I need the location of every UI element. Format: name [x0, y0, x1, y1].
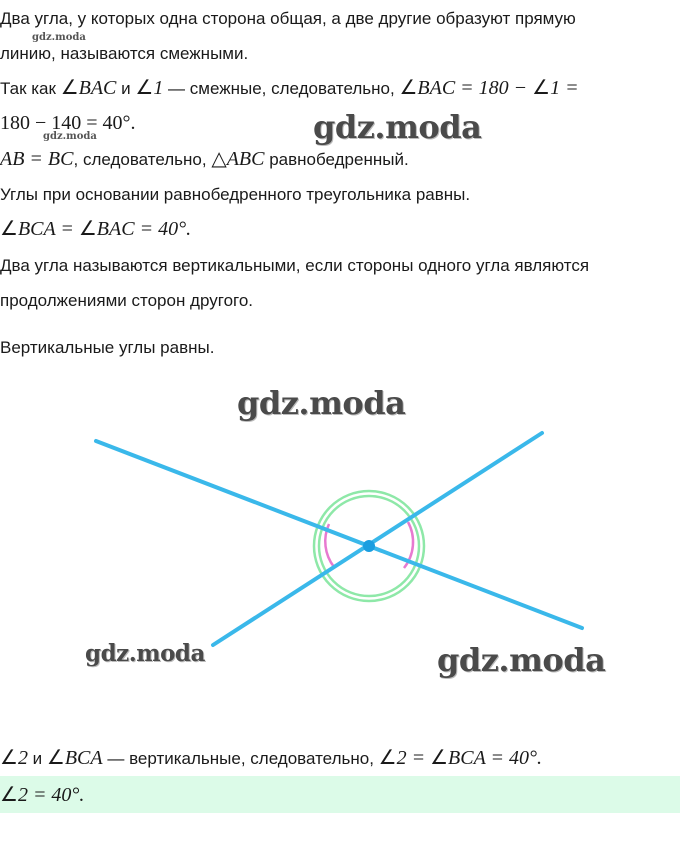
text: равнобедренный. — [269, 150, 409, 169]
statement-base-angles: Углы при основании равнобедренного треугольника равны. — [0, 185, 471, 204]
line-2 — [213, 433, 542, 645]
watermark: gdz.moda — [313, 108, 482, 146]
math-bca-equals-bac: ∠BCA = ∠BAC = 40°. — [0, 218, 192, 240]
definition-vertical-line2: продолжениями сторон другого. — [0, 291, 254, 310]
definition-vertical-line1: Два угла называются вертикальными, если стороны одного угла являются — [0, 256, 590, 275]
watermark: gdz.moda — [237, 384, 406, 422]
math-angle-1: ∠1 — [135, 77, 164, 99]
definition-adjacent-line2: линию, называются смежными. — [0, 44, 249, 63]
math-angle-bac: ∠BAC — [60, 77, 117, 99]
text: и — [32, 749, 43, 768]
math-ab-bc: AB = BC — [0, 148, 74, 170]
text: и — [121, 79, 131, 98]
statement-vertical-equal: Вертикальные углы равны. — [0, 338, 215, 357]
watermark: gdz.moda — [43, 131, 97, 142]
watermark: gdz.moda — [437, 641, 606, 679]
math-equation: ∠2 = ∠BCA = 40°. — [378, 747, 542, 769]
math-angle-bca: ∠BCA — [46, 747, 103, 769]
definition-adjacent-line1: Два угла, у которых одна сторона общая, а две другие образуют прямую — [0, 9, 576, 28]
conclusion — [0, 747, 542, 770]
math-angle-2: ∠2 — [0, 747, 28, 769]
text: — смежные, следовательно, — [168, 79, 395, 98]
watermark: gdz.moda — [32, 32, 86, 43]
answer: ∠2 = 40°. — [0, 784, 85, 806]
watermark: gdz.moda — [85, 640, 205, 667]
text: — вертикальные, следовательно, — [107, 749, 374, 768]
text: , следовательно, — [73, 150, 207, 169]
line-1 — [96, 441, 582, 628]
math-triangle-abc: △ABC — [211, 148, 265, 170]
vertex-point — [363, 540, 375, 552]
math-result-40: 180 − 140 = 40°. — [0, 112, 136, 134]
text: Так как — [0, 79, 56, 98]
math-equation: ∠BAC = 180 − ∠1 = — [399, 77, 579, 99]
